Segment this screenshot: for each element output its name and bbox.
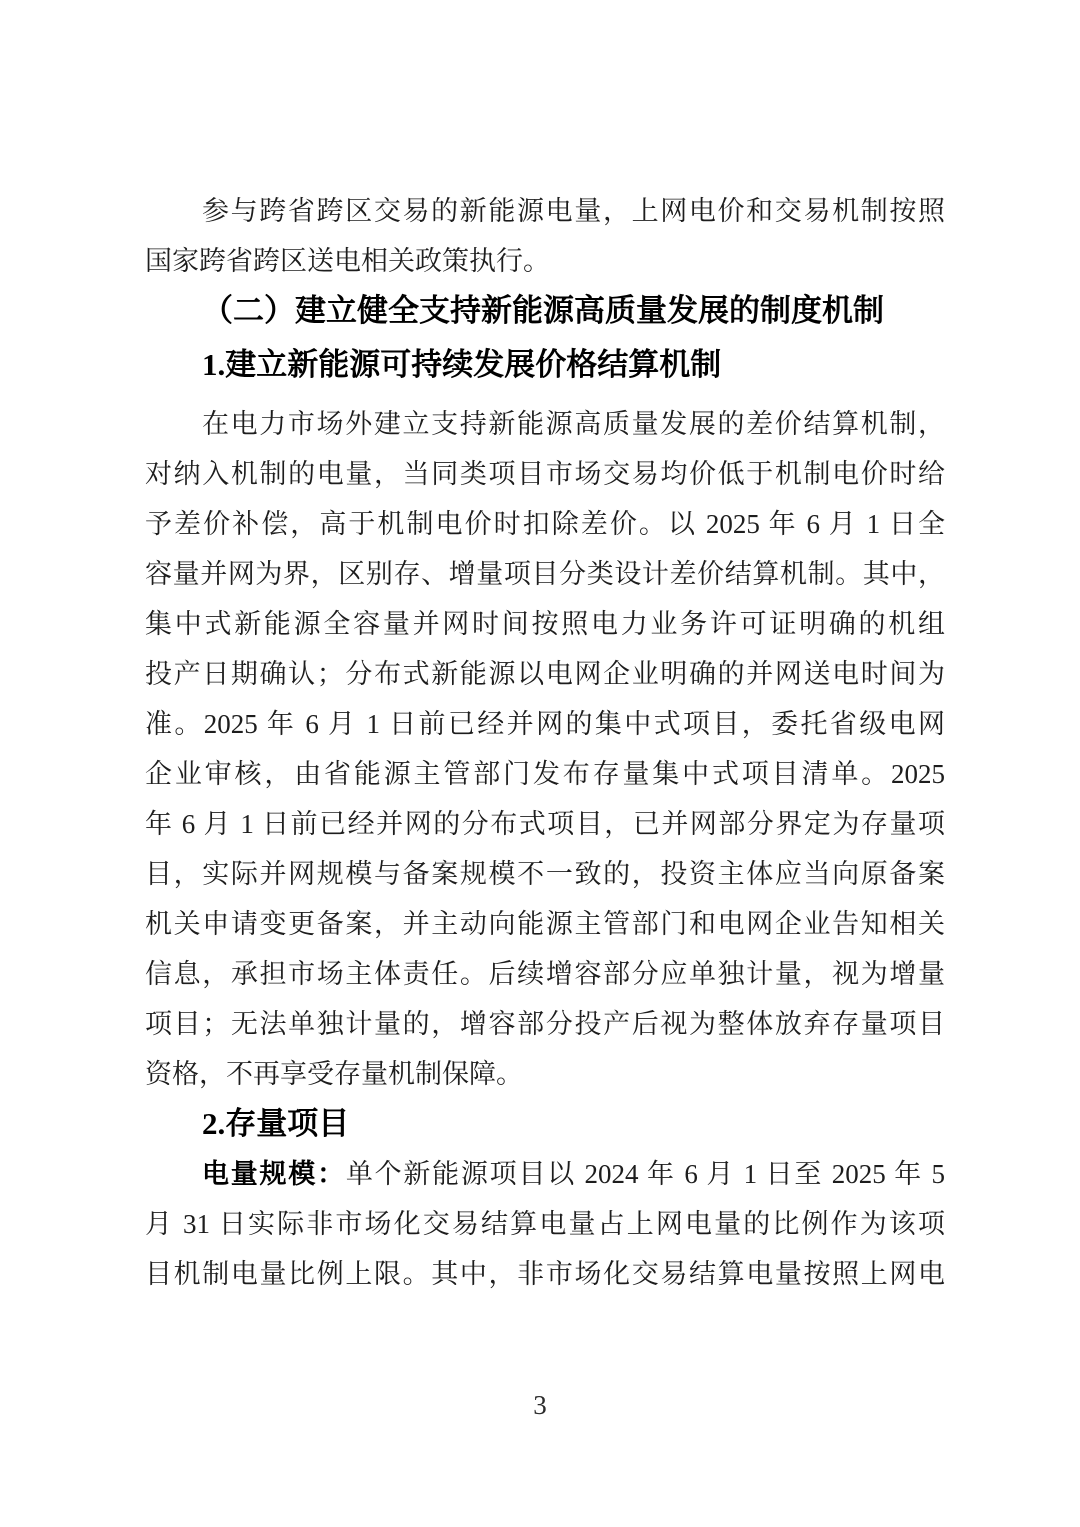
para-mechanism-line-13: [145, 999, 945, 1049]
para-mechanism-line-3: [145, 499, 945, 549]
para-scale-line-2-segment: 月 31 日实际非市场化交易结算电量占上网电量的比例作为该项: [145, 1209, 945, 1239]
para-scale-line-3-segment: 目机制电量比例上限。其中，非市场化交易结算电量按照上网电: [145, 1259, 945, 1289]
para-mechanism-line-4: [145, 549, 945, 599]
para-mechanism-line-4-segment: 容量并网为界，区别存、增量项目分类设计差价结算机制。其中，: [145, 559, 945, 589]
para-mechanism-line-6: [145, 649, 945, 699]
para-scale-line-3: [145, 1249, 945, 1299]
para-mechanism-line-10-segment: 目，实际并网规模与备案规模不一致的，投资主体应当向原备案: [145, 859, 945, 889]
para-mechanism-line-13-segment: 项目；无法单独计量的，增容部分投产后视为整体放弃存量项目: [145, 1009, 945, 1039]
para-mechanism-line-11-segment: 机关申请变更备案，并主动向能源主管部门和电网企业告知相关: [145, 909, 945, 939]
para-mechanism-line-8: [145, 749, 945, 799]
heading-sub-one-bold-segment: 1.建立新能源可持续发展价格结算机制: [202, 347, 722, 382]
para-mechanism-line-7: [145, 699, 945, 749]
para-scale-line-1-segment: 单个新能源项目以 2024 年 6 月 1 日至 2025 年 5: [345, 1159, 946, 1189]
para-mechanism-line-9: [145, 799, 945, 849]
para-crossprovince-line-2: [145, 236, 945, 286]
para-mechanism-line-5: [145, 599, 945, 649]
para-mechanism-line-12: [145, 949, 945, 999]
para-mechanism-line-6-segment: 投产日期确认；分布式新能源以电网企业明确的并网送电时间为: [145, 659, 945, 689]
heading-sub-one: [145, 340, 945, 390]
page-number: 3: [533, 1390, 547, 1420]
para-scale-line-1-bold-segment: 电量规模：: [202, 1159, 346, 1189]
para-mechanism-line-7-segment: 准。2025 年 6 月 1 日前已经并网的集中式项目，委托省级电网: [145, 709, 945, 739]
para-crossprovince-line-1-segment: 参与跨省跨区交易的新能源电量，上网电价和交易机制按照: [202, 196, 945, 226]
para-scale-line-1: [145, 1149, 945, 1199]
para-crossprovince-line-1: [145, 186, 945, 236]
para-scale-line-2: [145, 1199, 945, 1249]
para-mechanism-line-1: [145, 399, 945, 449]
heading-sub-two: [145, 1099, 945, 1149]
para-mechanism-line-14-segment: 资格，不再享受存量机制保障。: [145, 1059, 523, 1089]
para-mechanism-line-2: [145, 449, 945, 499]
para-mechanism-line-10: [145, 849, 945, 899]
para-mechanism-line-14: [145, 1049, 945, 1099]
para-mechanism-line-12-segment: 信息，承担市场主体责任。后续增容部分应单独计量，视为增量: [145, 959, 945, 989]
para-mechanism-line-2-segment: 对纳入机制的电量，当同类项目市场交易均价低于机制电价时给: [145, 459, 945, 489]
para-mechanism-line-1-segment: 在电力市场外建立支持新能源高质量发展的差价结算机制，: [202, 409, 945, 439]
para-mechanism-line-3-segment: 予差价补偿，高于机制电价时扣除差价。以 2025 年 6 月 1 日全: [145, 509, 945, 539]
heading-section-two-bold-segment: （二）建立健全支持新能源高质量发展的制度机制: [202, 293, 884, 328]
heading-section-two: [145, 286, 945, 336]
para-mechanism-line-11: [145, 899, 945, 949]
heading-sub-two-bold-segment: 2.存量项目: [202, 1106, 350, 1141]
para-mechanism-line-8-segment: 企业审核，由省能源主管部门发布存量集中式项目清单。2025: [145, 759, 945, 789]
para-mechanism-line-9-segment: 年 6 月 1 日前已经并网的分布式项目，已并网部分界定为存量项: [145, 809, 945, 839]
text-block: [145, 186, 945, 1299]
para-mechanism-line-5-segment: 集中式新能源全容量并网时间按照电力业务许可证明确的机组: [145, 609, 945, 639]
para-crossprovince-line-2-segment: 国家跨省跨区送电相关政策执行。: [145, 246, 550, 276]
